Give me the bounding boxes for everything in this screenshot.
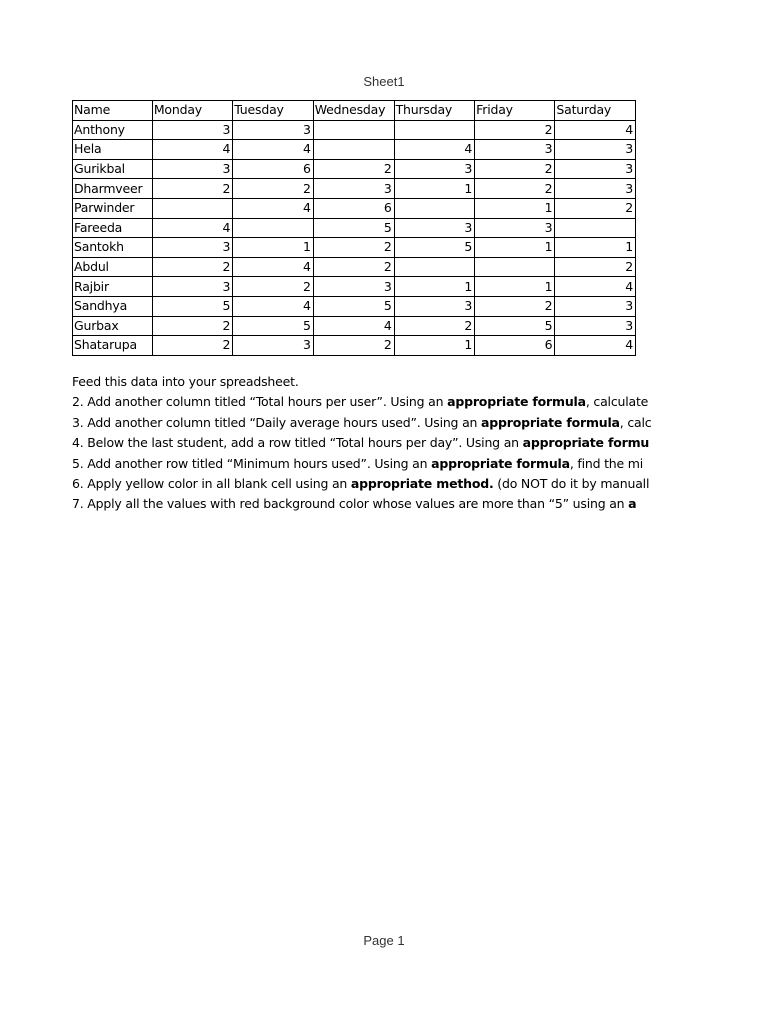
hours-cell: 3 <box>152 159 232 179</box>
hours-cell: 1 <box>555 238 636 258</box>
instructions <box>72 372 651 515</box>
hours-cell: 2 <box>152 316 232 336</box>
hours-cell: 3 <box>233 120 313 140</box>
hours-cell <box>475 257 555 277</box>
hours-cell: 4 <box>555 120 636 140</box>
instruction-text: , find the mi <box>569 455 644 471</box>
hours-cell: 2 <box>313 336 394 356</box>
hours-cell: 3 <box>313 179 394 199</box>
hours-cell: 5 <box>394 238 475 258</box>
hours-cell: 2 <box>394 316 475 336</box>
instruction-line <box>72 392 651 412</box>
hours-cell: 5 <box>233 316 313 336</box>
column-header: Name <box>73 101 153 121</box>
hours-cell <box>394 257 475 277</box>
hours-cell: 3 <box>394 159 475 179</box>
instruction-text: (do NOT do it by manuall <box>493 476 650 492</box>
hours-cell: 2 <box>555 257 636 277</box>
hours-cell: 3 <box>475 218 555 238</box>
hours-cell: 4 <box>233 257 313 277</box>
hours-cell <box>233 218 313 238</box>
instruction-text: 6. Apply yellow color in all blank cell using an <box>72 476 351 492</box>
column-header: Monday <box>152 101 232 121</box>
instruction-text: 4. Below the last student, add a row titled “Total hours per day”. Using an <box>72 435 523 451</box>
hours-cell: 3 <box>152 277 232 297</box>
hours-cell: 1 <box>394 277 475 297</box>
hours-cell: 2 <box>233 277 313 297</box>
hours-cell: 3 <box>394 218 475 238</box>
hours-cell <box>313 120 394 140</box>
hours-cell: 3 <box>394 296 475 316</box>
spreadsheet-area <box>72 100 652 520</box>
instruction-text: , calc <box>619 414 652 430</box>
instruction-text: 5. Add another row titled “Minimum hours used”. Using an <box>72 455 432 471</box>
table-row <box>73 277 636 297</box>
hours-cell: 1 <box>394 336 475 356</box>
hours-cell: 2 <box>313 238 394 258</box>
instruction-line <box>72 433 651 453</box>
hours-cell <box>313 140 394 160</box>
hours-cell: 6 <box>233 159 313 179</box>
hours-cell: 2 <box>313 159 394 179</box>
user-name-cell: Hela <box>73 140 153 160</box>
column-header: Wednesday <box>313 101 394 121</box>
table-row <box>73 316 636 336</box>
instruction-text: 7. Apply all the values with red background color whose values are more than “5” using an <box>72 496 629 512</box>
hours-cell: 4 <box>394 140 475 160</box>
user-name-cell: Dharmveer <box>73 179 153 199</box>
instruction-line <box>72 454 651 474</box>
table-row <box>73 140 636 160</box>
hours-cell: 2 <box>475 179 555 199</box>
hours-cell: 3 <box>555 296 636 316</box>
hours-cell: 3 <box>313 277 394 297</box>
page-number: Page 1 <box>363 933 405 948</box>
table-row <box>73 198 636 218</box>
hours-cell: 4 <box>233 198 313 218</box>
user-name-cell: Shatarupa <box>73 336 153 356</box>
hours-cell: 3 <box>152 238 232 258</box>
hours-cell <box>394 198 475 218</box>
column-header: Friday <box>475 101 555 121</box>
hours-cell <box>152 198 232 218</box>
column-header: Saturday <box>555 101 636 121</box>
table-row <box>73 179 636 199</box>
user-name-cell: Rajbir <box>73 277 153 297</box>
hours-cell: 2 <box>152 336 232 356</box>
hours-cell: 4 <box>152 140 232 160</box>
hours-cell: 1 <box>394 179 475 199</box>
hours-cell: 2 <box>475 120 555 140</box>
hours-cell: 4 <box>233 140 313 160</box>
hours-cell: 5 <box>313 218 394 238</box>
hours-cell: 2 <box>475 296 555 316</box>
hours-cell: 5 <box>313 296 394 316</box>
sheet-title: Sheet1 <box>363 74 405 89</box>
hours-cell: 4 <box>152 218 232 238</box>
table-row <box>73 336 636 356</box>
header-row <box>73 101 636 121</box>
hours-cell: 5 <box>152 296 232 316</box>
hours-cell: 3 <box>555 159 636 179</box>
hours-cell: 6 <box>475 336 555 356</box>
instruction-emphasis: appropriate formula <box>481 414 620 430</box>
table-row <box>73 257 636 277</box>
hours-cell: 2 <box>233 179 313 199</box>
hours-cell: 4 <box>313 316 394 336</box>
column-header: Tuesday <box>233 101 313 121</box>
hours-cell <box>555 218 636 238</box>
hours-cell: 2 <box>555 198 636 218</box>
instruction-text: 2. Add another column titled “Total hours per user”. Using an <box>72 394 448 410</box>
user-name-cell: Sandhya <box>73 296 153 316</box>
instruction-emphasis: appropriate formu <box>522 435 650 451</box>
instruction-text: , calculate <box>585 394 649 410</box>
user-name-cell: Santokh <box>73 238 153 258</box>
table-row <box>73 120 636 140</box>
hours-cell: 5 <box>475 316 555 336</box>
instruction-emphasis: appropriate method. <box>350 476 494 492</box>
table-row <box>73 238 636 258</box>
hours-cell: 4 <box>233 296 313 316</box>
hours-cell: 3 <box>555 179 636 199</box>
hours-cell: 4 <box>555 336 636 356</box>
hours-cell: 1 <box>233 238 313 258</box>
user-name-cell: Fareeda <box>73 218 153 238</box>
instruction-emphasis: appropriate formula <box>447 394 586 410</box>
instruction-text: Feed this data into your spreadsheet. <box>72 374 299 389</box>
instruction-emphasis: a <box>628 496 637 512</box>
instruction-line <box>72 372 651 392</box>
user-name-cell: Abdul <box>73 257 153 277</box>
hours-cell: 4 <box>555 277 636 297</box>
instruction-line <box>72 474 651 494</box>
hours-cell: 1 <box>475 277 555 297</box>
hours-table <box>72 100 636 356</box>
hours-cell: 3 <box>233 336 313 356</box>
column-header: Thursday <box>394 101 475 121</box>
user-name-cell: Parwinder <box>73 198 153 218</box>
hours-cell: 3 <box>152 120 232 140</box>
hours-cell: 6 <box>313 198 394 218</box>
hours-cell: 3 <box>555 140 636 160</box>
table-row <box>73 218 636 238</box>
hours-cell: 2 <box>152 257 232 277</box>
hours-cell <box>394 120 475 140</box>
instruction-line <box>72 413 651 433</box>
hours-cell: 2 <box>475 159 555 179</box>
hours-cell: 1 <box>475 238 555 258</box>
hours-cell: 3 <box>555 316 636 336</box>
table-row <box>73 296 636 316</box>
instruction-text: 3. Add another column titled “Daily average hours used”. Using an <box>72 414 482 430</box>
instruction-line <box>72 494 651 514</box>
hours-cell: 2 <box>152 179 232 199</box>
user-name-cell: Gurbax <box>73 316 153 336</box>
hours-cell: 1 <box>475 198 555 218</box>
user-name-cell: Gurikbal <box>73 159 153 179</box>
user-name-cell: Anthony <box>73 120 153 140</box>
table-row <box>73 159 636 179</box>
instruction-emphasis: appropriate formula <box>431 455 570 471</box>
hours-cell: 3 <box>475 140 555 160</box>
hours-cell: 2 <box>313 257 394 277</box>
